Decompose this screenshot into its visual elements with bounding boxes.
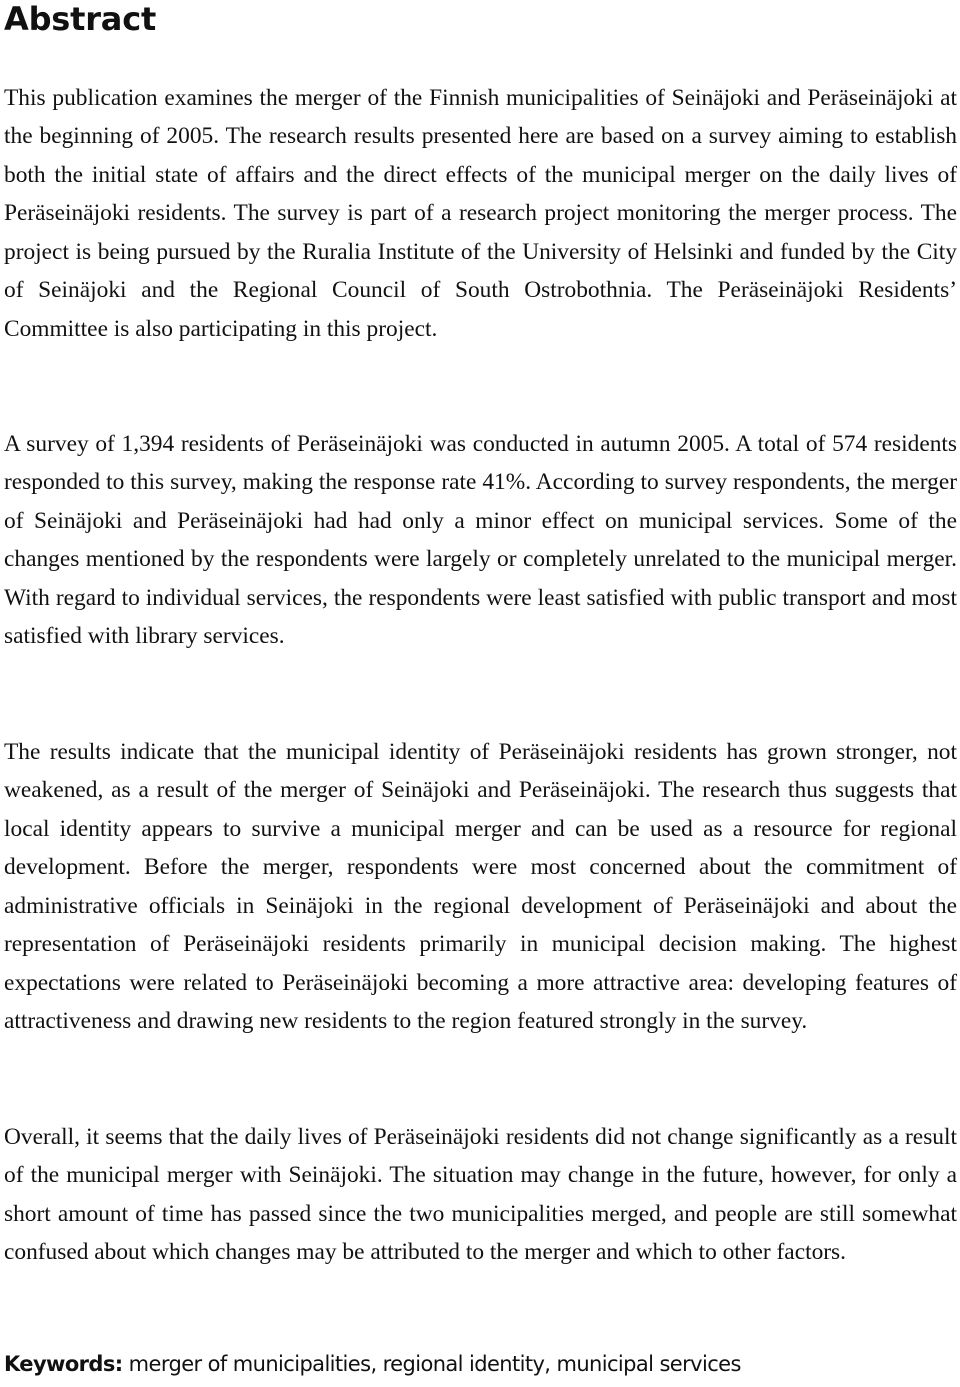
abstract-heading: Abstract xyxy=(4,0,157,38)
keywords-text: merger of municipalities, regional identity, municipal services xyxy=(122,1352,741,1376)
abstract-paragraph-2: A survey of 1,394 residents of Peräseinäjoki was conducted in autumn 2005. A total of 574 residents responded to this survey, making the response rate 41%. According to survey respondents, the merger of Seinäjoki and Peräseinäjoki had had only a minor effect on municipal services. Some of the changes mentioned by the respondents were largely or completely unrelated to the municipal merger. With regard to individual services, the respondents were least satisfied with public transport and most satisfied with library services. xyxy=(4,431,957,650)
abstract-paragraph-3: The results indicate that the municipal identity of Peräseinäjoki residents has grown stronger, not weakened, as a result of the merger of Seinäjoki and Peräseinäjoki. The research thus suggests that local identity appears to survive a municipal merger and can be used as a resource for regional development. Before the merger, respondents were most concerned about the commitment of administrative officials in Seinäjoki in the regional development of Peräseinäjoki and about the representation of Peräseinäjoki residents primarily in municipal decision making. The highest expectations were related to Peräseinäjoki becoming a more attractive area: developing features of attractiveness and drawing new residents to the region featured strongly in the survey. xyxy=(4,739,957,1035)
keywords-line xyxy=(4,1350,741,1378)
abstract-paragraph-4: Overall, it seems that the daily lives of Peräseinäjoki residents did not change significantly as a result of the municipal merger with Seinäjoki. The situation may change in the future, however, for only a short amount of time has passed since the two municipalities merged, and people are still somewhat confused about which changes may be attributed to the merger and which to other factors. xyxy=(4,1124,957,1266)
abstract-paragraph-1: This publication examines the merger of the Finnish municipalities of Seinäjoki and Peräseinäjoki at the beginning of 2005. The research results presented here are based on a survey aiming to establish both the initial state of affairs and the direct effects of the municipal merger on the daily lives of Peräseinäjoki residents. The survey is part of a research project monitoring the merger process. The project is being pursued by the Ruralia Institute of the University of Helsinki and funded by the City of Seinäjoki and the Regional Council of South Ostrobothnia. The Peräseinäjoki Residents’ Committee is also participating in this project. xyxy=(4,85,957,342)
keywords-label: Keywords: xyxy=(4,1352,123,1376)
